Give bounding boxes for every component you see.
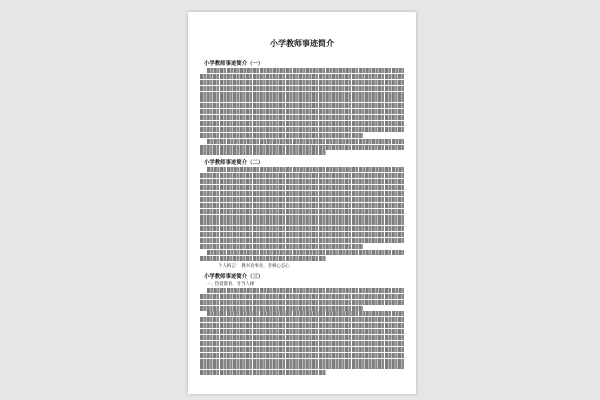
text-line: [200, 74, 404, 79]
text-line: [207, 68, 404, 73]
text-line: [200, 97, 404, 102]
text-line: [200, 359, 404, 364]
text-line: [200, 341, 404, 346]
text-line: [200, 173, 404, 178]
text-line: [200, 323, 404, 328]
document-page: [188, 12, 416, 394]
text-line: [200, 185, 404, 190]
text-line: [200, 209, 404, 214]
section-3-body: [200, 288, 404, 375]
text-line: [200, 226, 404, 231]
section-heading-1: 小学教师事迹简介（一）: [204, 61, 264, 67]
text-line: [207, 250, 404, 255]
text-line: [200, 300, 404, 305]
text-line: [200, 335, 404, 340]
text-line: [207, 139, 404, 144]
text-line: [200, 215, 404, 220]
text-line: [200, 232, 404, 237]
text-line: [200, 306, 363, 311]
text-line: [200, 150, 326, 155]
text-line: [200, 317, 404, 322]
personal-motto: 个人格言： 教书育事业，育桃心态心: [218, 263, 290, 269]
text-line: [200, 191, 404, 196]
text-line: [200, 364, 404, 369]
text-line: [200, 121, 404, 126]
text-line: [200, 353, 404, 358]
text-line: [200, 347, 404, 352]
text-line: [200, 203, 404, 208]
section-3-subheading: 一、热爱教育，甘当人梯: [206, 281, 255, 287]
text-line: [200, 244, 363, 249]
document-title: 小学教师事迹简介: [270, 38, 334, 48]
text-line: [200, 127, 404, 132]
section-heading-2: 小学教师事迹简介（二）: [204, 160, 264, 167]
text-line: [207, 167, 404, 172]
text-line: [200, 133, 363, 138]
text-line: [200, 370, 326, 375]
text-line: [200, 86, 404, 91]
text-line: [200, 145, 404, 150]
text-line: [200, 103, 404, 108]
section-heading-3: 小学教师事迹简介（三）: [204, 273, 264, 280]
text-line: [200, 329, 404, 334]
text-line: [200, 197, 404, 202]
text-line: [200, 80, 404, 85]
text-line: [207, 288, 404, 293]
text-line: [200, 294, 404, 299]
text-line: [200, 109, 404, 114]
section-2-body: [200, 167, 404, 260]
text-line: [200, 115, 404, 120]
text-line: [200, 220, 404, 225]
text-line: [207, 311, 404, 316]
text-line: [200, 238, 404, 243]
text-line: [200, 256, 326, 261]
section-1-body: [200, 68, 404, 155]
text-line: [200, 92, 404, 97]
text-line: [200, 179, 404, 184]
